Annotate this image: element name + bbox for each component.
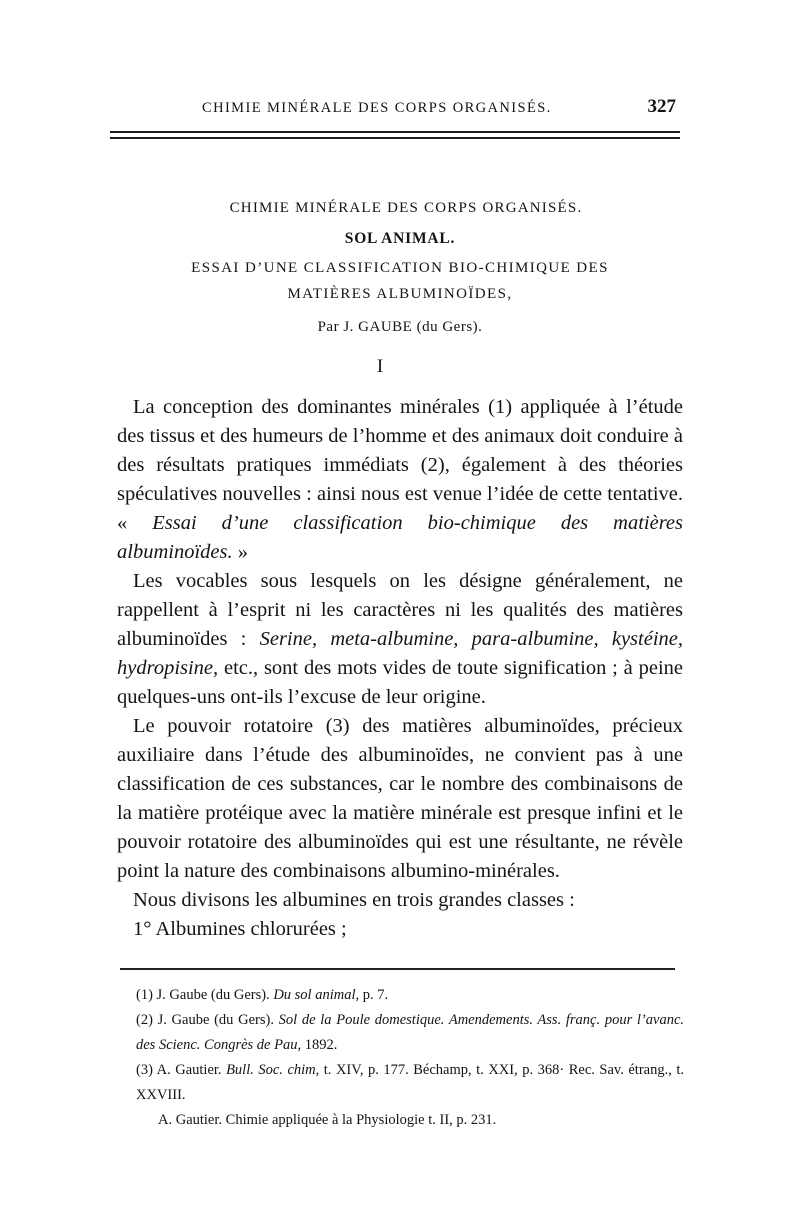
header-rule-top (110, 131, 680, 133)
paragraph-1: La conception des dominantes minérales (1) appliquée à l’étude des tissus et des humeurs de l’homme et des animaux doit conduire à des résultats pratiques immédiats (2), également à des théories spéculatives nouvelles : ainsi nous est venue l’idée de cette tentative. « Essai d’une classification bio-chimique des matières albuminoïdes. » (117, 396, 683, 563)
running-title: CHIMIE MINÉRALE DES CORPS ORGANISÉS. (202, 100, 552, 116)
list-item-1: 1° Albumines chlorurées ; (133, 918, 347, 940)
author-line: Par J. GAUBE (du Gers). (317, 319, 483, 335)
paragraph-3: Le pouvoir rotatoire (3) des matières albuminoïdes, précieux auxiliaire dans l’étude des albuminoïdes, ne convient pas à une classification de ces substances, car le nombre des combinaisons de la matière protéique avec la matière minérale est presque infini et le pouvoir rotatoire des albuminoïdes qui est une résultante, ne révèle point la nature des combinaisons albumino-minérales. (117, 715, 683, 882)
section-number: I (376, 356, 384, 377)
paragraph-4: Nous divisons les albumines en trois grandes classes : (133, 889, 575, 911)
footnotes (118, 983, 684, 1133)
chapter-subheading: SOL ANIMAL. (344, 230, 456, 247)
footnote-2: (2) J. Gaube (du Gers). Sol de la Poule domestique. Amendements. Ass. franç. pour l’avanc. des Scienc. Congrès de Pau, 1892. (136, 1012, 685, 1053)
footnote-1: (1) J. Gaube (du Gers). Du sol animal, p. 7. (136, 987, 389, 1003)
header-rule-bottom (110, 137, 680, 139)
article-title-line-1: ESSAI D’UNE CLASSIFICATION BIO-CHIMIQUE DES (191, 260, 609, 276)
footnote-3: (3) A. Gautier. Bull. Soc. chim, t. XIV, p. 177. Béchamp, t. XXI, p. 368· Rec. Sav. étrang., t. XXVIII. (136, 1062, 684, 1103)
footnote-rule (120, 968, 675, 970)
page-number: 327 (647, 96, 676, 117)
running-head (118, 96, 680, 120)
footnote-4: A. Gautier. Chimie appliquée à la Physiologie t. II, p. 231. (158, 1112, 497, 1128)
article-title-line-2: MATIÈRES ALBUMINOÏDES, (287, 286, 513, 302)
body-text (117, 393, 683, 944)
paragraph-2: Les vocables sous lesquels on les désigne généralement, ne rappellent à l’esprit ni les caractères ni les qualités des matières albuminoïdes : Serine, meta-albumine, para-albumine, kystéine, hydropisine, etc., sont des mots vides de toute signification ; à peine quelques-uns ont-ils l’excuse de leur origine. (117, 570, 683, 708)
chapter-heading: CHIMIE MINÉRALE DES CORPS ORGANISÉS. (229, 200, 583, 216)
